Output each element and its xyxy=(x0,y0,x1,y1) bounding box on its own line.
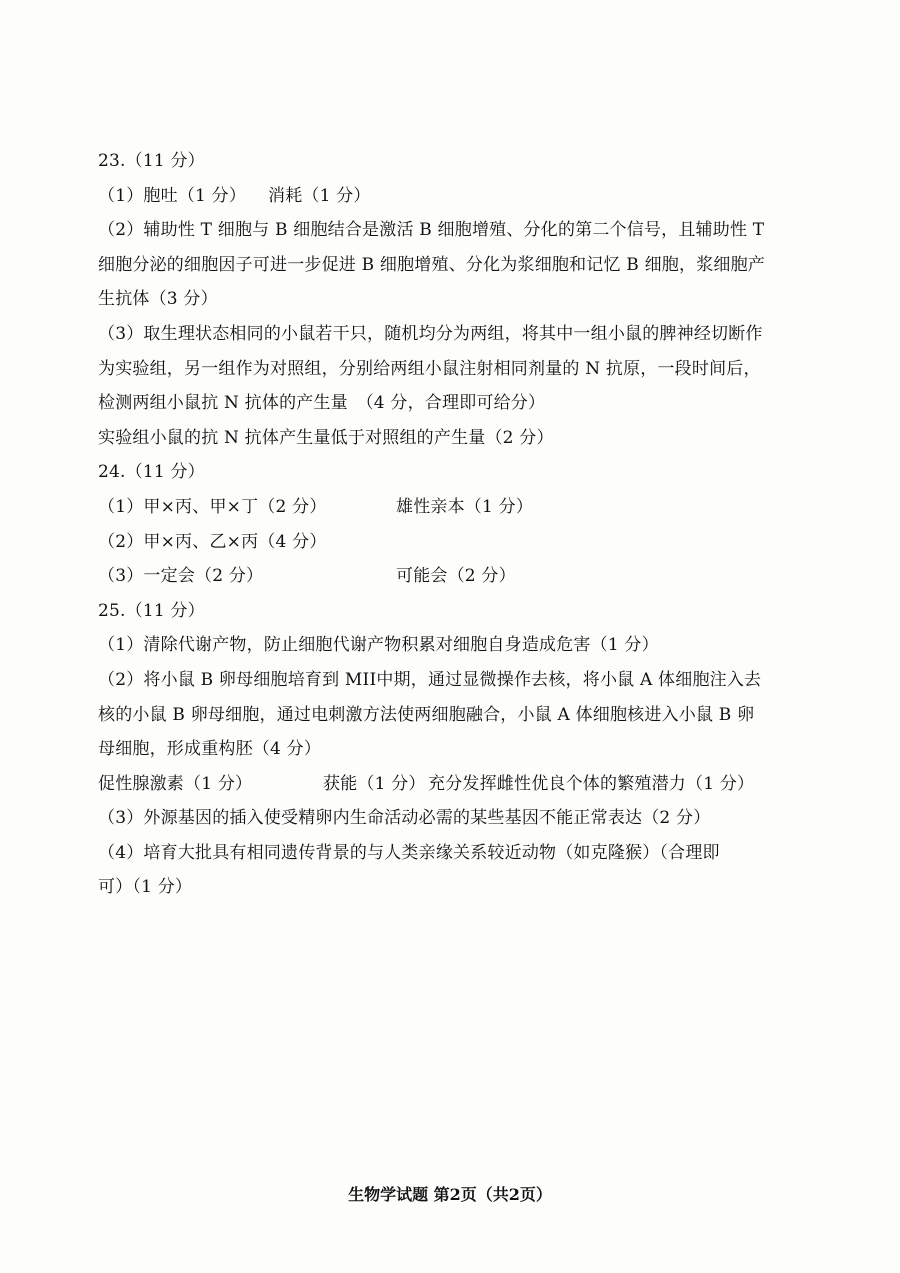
q25-part4-line2: 可）（1 分） xyxy=(98,877,193,898)
q23-heading: 23.（11 分） xyxy=(98,151,205,171)
q25-part2-line1: （2）将小鼠 B 卵母细胞培育到 MII中期，通过显微操作去核，将小鼠 A 体细胞注入去 xyxy=(98,669,762,690)
q24-part3-answer-b: 可能会（2 分） xyxy=(396,566,516,587)
q23-part3-line3: 检测两组小鼠抗 N 抗体的产生量 （4 分，合理即可给分） xyxy=(98,393,546,414)
answer-content xyxy=(98,144,818,905)
page-footer: 生物学试题 第2页（共2页） xyxy=(348,1185,552,1204)
q23-part2-line2: 细胞分泌的细胞因子可进一步促进 B 细胞增殖、分化为浆细胞和记忆 B 细胞，浆细胞产 xyxy=(98,254,765,275)
q25-part3: （3）外源基因的插入使受精卵内生命活动必需的某些基因不能正常表达（2 分） xyxy=(98,808,711,829)
q23-part3-line1: （3）取生理状态相同的小鼠若干只，随机均分为两组，将其中一组小鼠的脾神经切断作 xyxy=(98,323,763,344)
q24-part2: （2）甲×丙、乙×丙（4 分） xyxy=(98,531,327,552)
q25-part4-line1: （4）培育大批具有相同遗传背景的与人类亲缘关系较近动物（如克隆猴）（合理即 xyxy=(98,842,720,863)
q23-part3-result: 实验组小鼠的抗 N 抗体产生量低于对照组的产生量（2 分） xyxy=(98,427,554,448)
q25-part1: （1）清除代谢产物，防止细胞代谢产物积累对细胞自身造成危害（1 分） xyxy=(98,635,659,656)
q25-part2-extra-c: 充分发挥雌性优良个体的繁殖潜力（1 分） xyxy=(428,773,755,794)
q23-part1 xyxy=(98,179,818,214)
q23-part2-line3: 生抗体（3 分） xyxy=(98,289,218,310)
q25-part2-line3: 母细胞，形成重构胚（4 分） xyxy=(98,739,322,760)
q25-part2-extra-b: 获能（1 分） xyxy=(323,773,426,794)
q23-part1-answer-b: 消耗（1 分） xyxy=(268,185,371,206)
q24-part3-answer-a: （3）一定会（2 分） xyxy=(98,566,264,587)
q25-part2-extra-a: 促性腺激素（1 分） xyxy=(98,773,253,794)
q24-part3 xyxy=(98,559,818,594)
q23-part2-line1: （2）辅助性 T 细胞与 B 细胞结合是激活 B 细胞增殖、分化的第二个信号，且辅助性 T xyxy=(98,220,765,241)
q23-part3-line2: 为实验组，另一组作为对照组，分别给两组小鼠注射相同剂量的 N 抗原，一段时间后， xyxy=(98,358,761,379)
q24-heading: 24.（11 分） xyxy=(98,462,205,483)
q24-part1 xyxy=(98,490,818,525)
q25-part2-extra xyxy=(98,767,818,802)
q23-part1-answer-a: （1）胞吐（1 分） xyxy=(98,185,247,206)
q25-heading: 25.（11 分） xyxy=(98,600,205,621)
q24-part1-answer-a: （1）甲×丙、甲×丁（2 分） xyxy=(98,496,327,517)
q25-part2-line2: 核的小鼠 B 卵母细胞，通过电刺激方法使两细胞融合，小鼠 A 体细胞核进入小鼠 B 卵 xyxy=(98,704,755,725)
q24-part1-answer-b: 雄性亲本（1 分） xyxy=(396,496,534,517)
